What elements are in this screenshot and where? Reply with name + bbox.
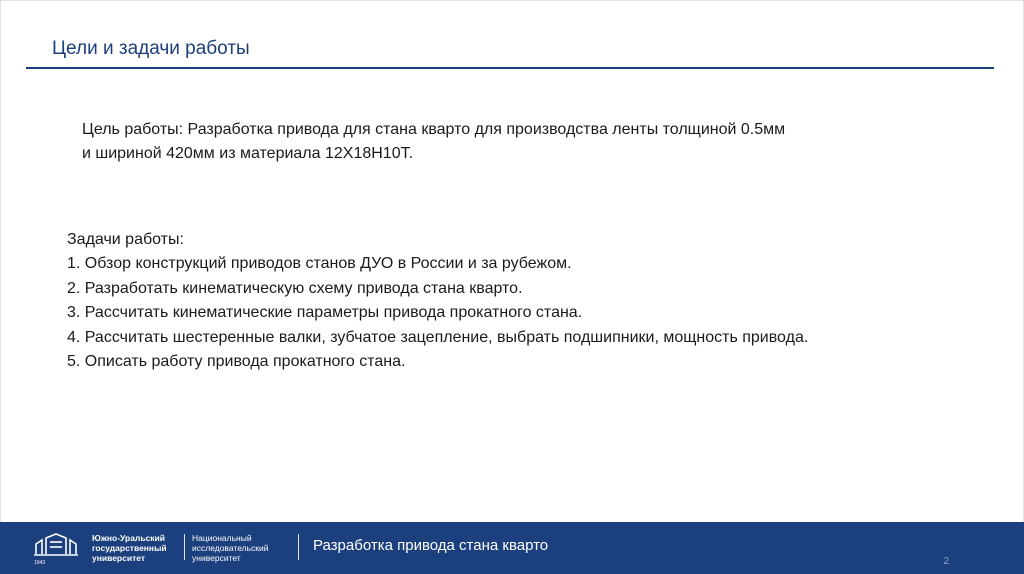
footer-bar (0, 522, 1024, 574)
university-status-line: университет (192, 553, 241, 563)
footer-caption: Разработка привода стана кварто (313, 537, 549, 554)
page-number: 2 (943, 556, 949, 567)
title-divider (26, 67, 994, 69)
university-name-line: Южно-Уральский (92, 533, 165, 543)
task-item: 2. Разработать кинематическую схему привода стана кварто. (67, 279, 523, 297)
tasks-heading: Задачи работы: (67, 231, 184, 248)
task-item: 4. Рассчитать шестеренные валки, зубчатое зацепление, выбрать подшипники, мощность привода. (67, 328, 809, 346)
tasks-list (67, 228, 987, 374)
emblem-year: 1943 (34, 560, 46, 566)
task-item: 3. Рассчитать кинематические параметры привода прокатного стана. (67, 304, 583, 322)
goal-line: Цель работы: Разработка привода для стана кварто для производства ленты толщиной 0.5мм (82, 121, 786, 138)
goal-line: и шириной 420мм из материала 12Х18Н10Т. (82, 145, 414, 162)
slide-title: Цели и задачи работы (52, 38, 250, 59)
university-status (192, 533, 269, 563)
university-emblem-icon (32, 532, 80, 566)
university-name (92, 533, 167, 563)
university-name-line: государственный (92, 543, 167, 553)
footer-divider (298, 534, 299, 560)
goal-paragraph (82, 118, 962, 166)
university-status-line: исследовательский (192, 543, 269, 553)
task-item: 5. Описать работу привода прокатного стана. (67, 353, 406, 371)
task-item: 1. Обзор конструкций приводов станов ДУО в России и за рубежом. (67, 255, 572, 273)
university-name-line: университет (92, 553, 146, 563)
university-status-line: Национальный (192, 533, 252, 543)
footer-divider (184, 534, 185, 560)
